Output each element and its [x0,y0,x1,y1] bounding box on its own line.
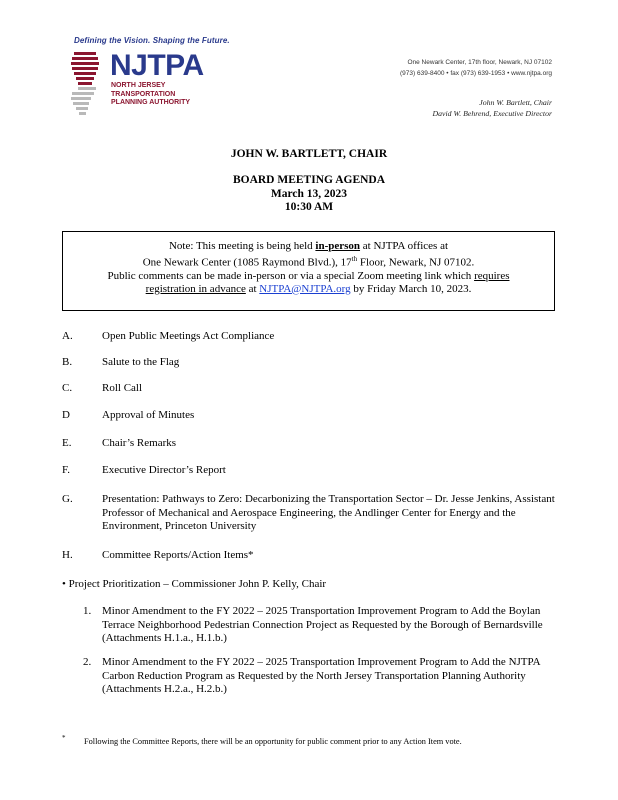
map-red-stripes [71,52,99,85]
item-text: Open Public Meetings Act Compliance [102,330,275,342]
nj-map-logo-icon [66,48,110,120]
agenda-title: BOARD MEETING AGENDA [232,174,386,186]
logo-sub-line: NORTH JERSEY [111,82,166,89]
item-text: Approval of Minutes [102,409,195,421]
sub-item-number: 2. [83,656,92,668]
contact-block [400,57,552,79]
tagline: Defining the Vision. Shaping the Future. [74,36,230,45]
phone-fax-web: (973) 639-8400 • fax (973) 639-1953 • www.njtpa.org [400,70,552,77]
item-text: Salute to the Flag [102,356,180,368]
meeting-time: 10:30 AM [284,201,334,213]
item-letter: E. [62,437,72,449]
sub-item-text: Minor Amendment to the FY 2022 – 2025 Transportation Improvement Program to Add the Boylan Terrace Neighborhood Pedestrian Connection Project as Requested by the Borough of Bernardsville (Attachments H.1.a., H.1.b.) [102,605,543,644]
item-text: Presentation: Pathways to Zero: Decarbonizing the Transportation Sector – Dr. Jesse Jenkins, Assistant Professor of Mechanical and Aerospace Engineering, the Andlinger Center for Energy and the Environment, Princeton University [102,493,555,532]
item-letter: C. [62,382,73,394]
item-text: Chair’s Remarks [102,437,177,449]
in-person-emphasis: in-person [315,240,361,252]
item-text: Executive Director’s Report [102,464,226,476]
item-letter: B. [62,356,73,368]
item-text: Roll Call [102,382,143,394]
address: One Newark Center, 17th floor, Newark, NJ 07102 [407,59,552,66]
footnote-marker: * [62,734,66,742]
item-letter: F. [62,464,70,476]
logo-sub-line: PLANNING AUTHORITY [111,99,191,106]
logo-wordmark: NJTPA [110,49,204,82]
footnote-text: Following the Committee Reports, there will be an opportunity for public comment prior to any Action Item vote. [84,737,462,746]
item-text: Committee Reports/Action Items* [102,549,254,561]
email-link[interactable]: NJTPA@NJTPA.org [259,282,351,295]
chair-heading: JOHN W. BARTLETT, CHAIR [230,148,388,160]
meeting-date: March 13, 2023 [270,187,348,200]
logo-sub-line: TRANSPORTATION [111,90,176,98]
sub-item-number: 1. [83,605,92,617]
chair-name: John W. Bartlett, Chair [479,98,552,107]
sub-item-text: Minor Amendment to the FY 2022 – 2025 Transportation Improvement Program to Add the NJTPA Carbon Reduction Program as Requested by the North Jersey Transportation Planning Authority (Attachments H.2.a., H.2.b.) [102,656,540,695]
logo-subtitle [111,82,190,108]
note-line-4: registration in advance at NJTPA@NJTPA.org by Friday March 10, 2023. [145,282,472,295]
note-line-3: Public comments can be made in-person or via a special Zoom meeting link which requires [107,269,510,282]
map-gray-stripes [71,87,96,115]
officers-block [432,97,552,119]
note-line-2: One Newark Center (1085 Raymond Blvd.), 17th Floor, Newark, NJ 07102. [142,255,475,269]
item-letter: G. [62,493,73,505]
item-letter: D [62,409,70,421]
meeting-note-box [62,231,555,311]
director-name: David W. Behrend, Executive Director [432,109,552,118]
item-letter: A. [62,330,73,342]
item-letter: H. [62,549,73,561]
agenda-heading [0,174,618,215]
note-line-1: Note: This meeting is being held in-person at NJTPA offices at [168,240,449,252]
project-prioritization-bullet: • Project Prioritization – Commissioner John P. Kelly, Chair [62,578,327,590]
